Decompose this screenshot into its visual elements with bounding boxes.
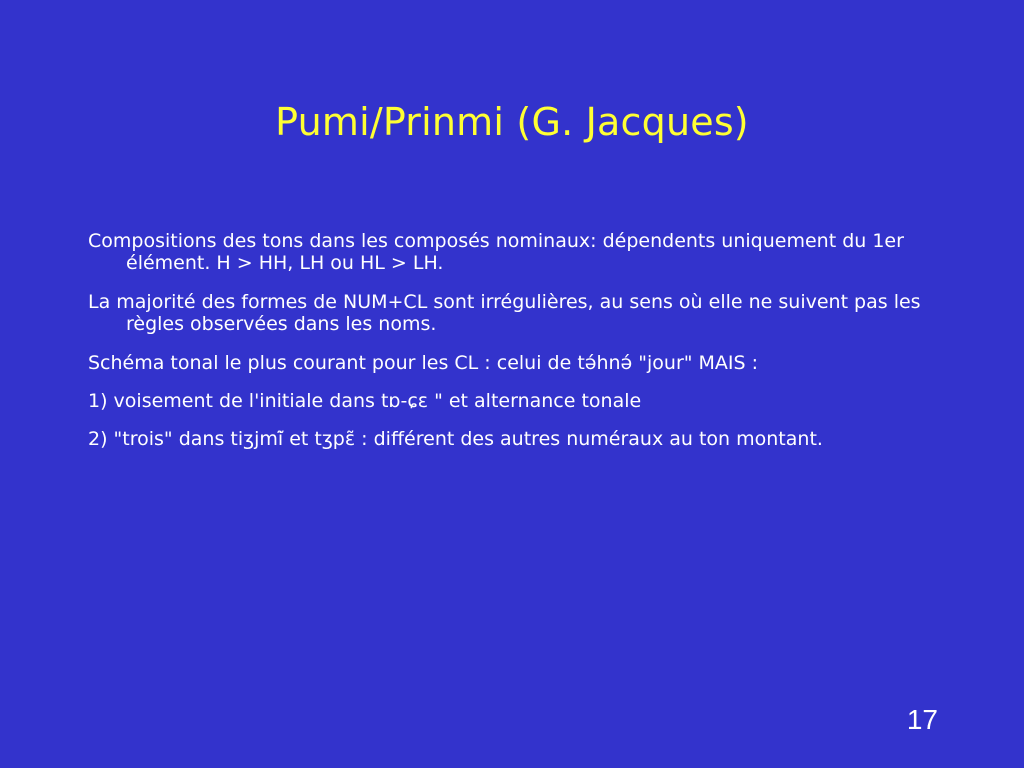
paragraph-voicing-alternation: 1) voisement de l'initiale dans tɒ-ɕɛ " et alternance tonale <box>88 390 642 413</box>
paragraph-tone-compositions: Compositions des tons dans les composés nominaux: dépendents uniquement du 1er élément. H > HH, LH ou HL > LH. <box>88 230 904 275</box>
paragraph-three-rising-tone: 2) "trois" dans tiʒjmi̇̃ et tʒpɛ̃ : différent des autres numéraux au ton montant. <box>88 428 823 451</box>
slide-title: Pumi/Prinmi (G. Jacques) <box>275 100 749 144</box>
paragraph-tonal-scheme: Schéma tonal le plus courant pour les CL : celui de tə́hnə́ "jour" MAIS : <box>88 351 759 374</box>
page-number: 17 <box>906 704 938 735</box>
paragraph-num-cl-irregular: La majorité des formes de NUM+CL sont irrégulières, au sens où elle ne suivent pas les règles observées dans les noms. <box>88 290 921 336</box>
slide-content <box>88 230 948 467</box>
